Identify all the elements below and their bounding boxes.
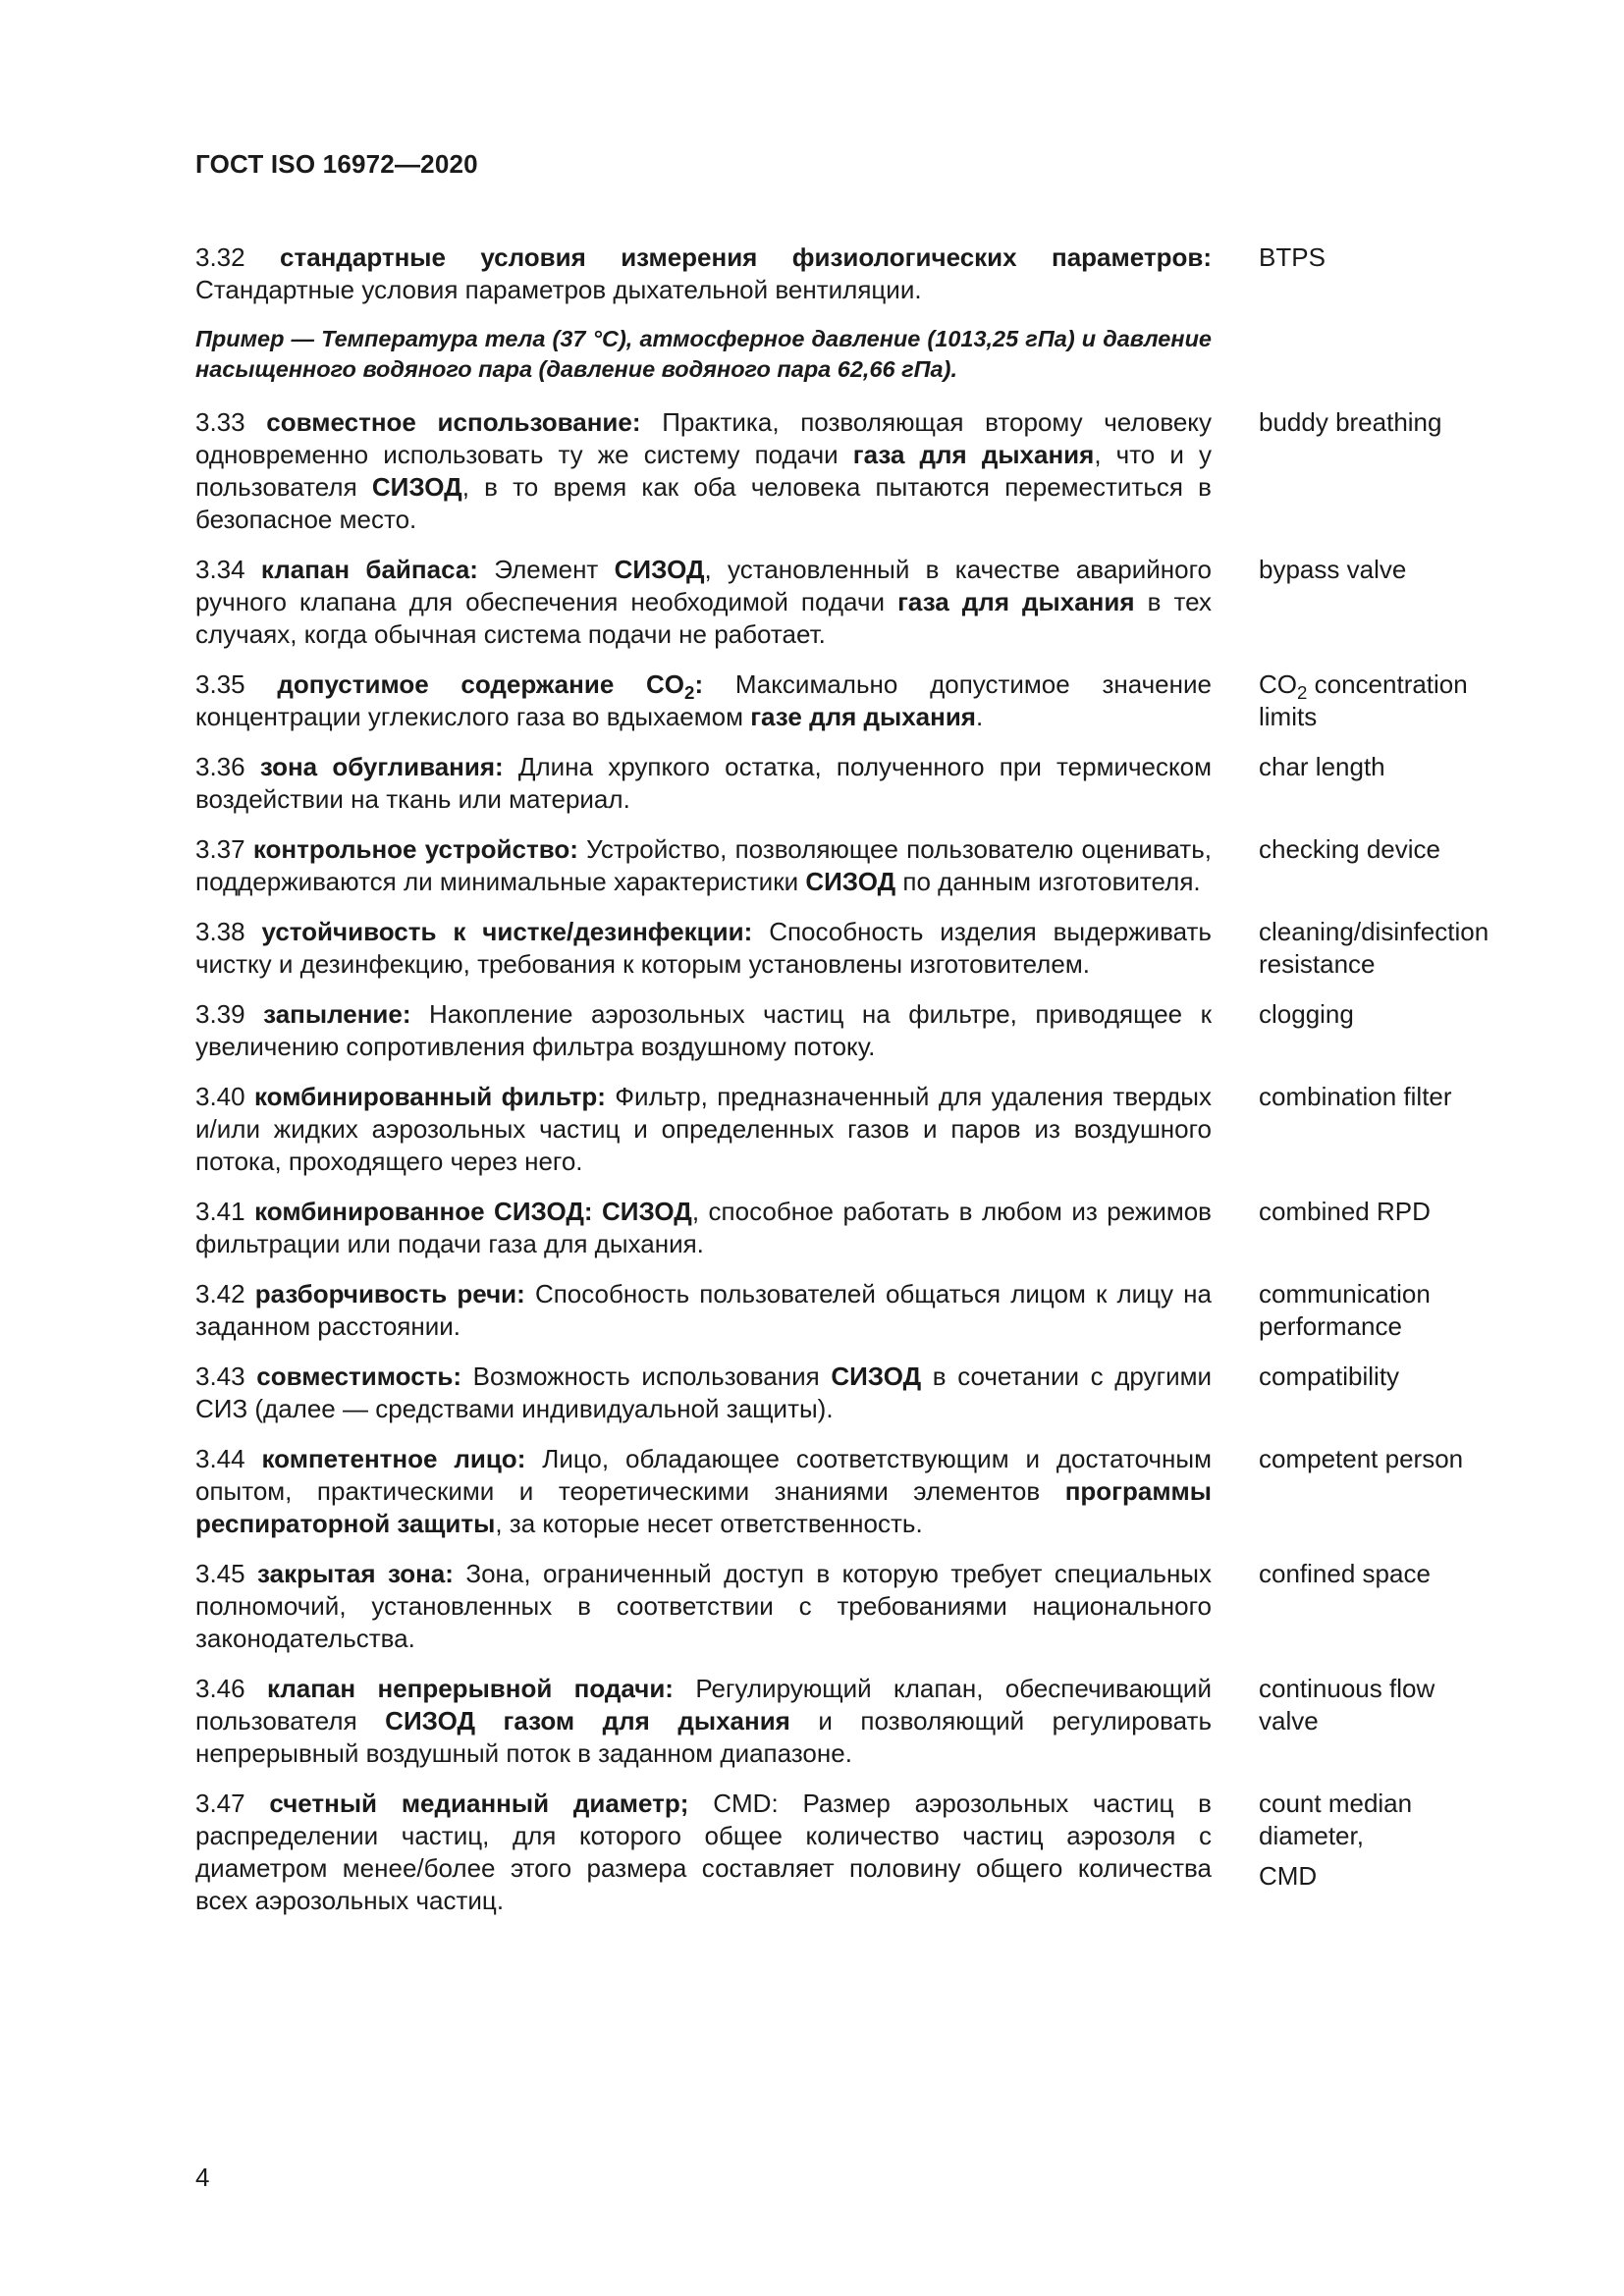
term-definition: 3.34 клапан байпаса: Элемент СИЗОД, установленный в качестве аварийного ручного клапана для обеспечения необходимой подачи газа для дыхания в тех случаях, когда обычная система подачи не работает. (195, 555, 1212, 649)
page-number: 4 (195, 2163, 210, 2192)
term-english: combination filter (1259, 1082, 1452, 1111)
term-definition: 3.44 компетентное лицо: Лицо, обладающее соответствующим и достаточным опытом, практическими и теоретическими знаниями элементов программы респираторной защиты, за которые несет ответственность. (195, 1444, 1212, 1538)
term-english: buddy breathing (1259, 407, 1442, 437)
term-entry (195, 668, 1511, 733)
term-definition: 3.43 совместимость: Возможность использования СИЗОД в сочетании с другими СИЗ (далее — средствами индивидуальной защиты). (195, 1362, 1213, 1423)
term-english: $CO_2$ concentration limits (1259, 669, 1468, 731)
term-entry (195, 1361, 1511, 1425)
term-definition: 3.45 закрытая зона: Зона, ограниченный доступ в которую требует специальных полномочий, установленных в соответствии с требованиями национального законодательства. (195, 1559, 1212, 1653)
term-english: competent person (1259, 1444, 1464, 1473)
document-header: ГОСТ ISO 16972—2020 (195, 149, 478, 179)
term-definition: 3.41 комбинированное СИЗОД: СИЗОД, способное работать в любом из режимов фильтрации или подачи газа для дыхания. (195, 1197, 1212, 1258)
term-definition: 3.38 устойчивость к чистке/дезинфекции: Способность изделия выдерживать чистку и дезинфекцию, требования к которым установлены изготовителем. (195, 917, 1212, 979)
term-entry (195, 1443, 1511, 1540)
term-definition: 3.39 запыление: Накопление аэрозольных частиц на фильтре, приводящее к увеличению сопротивления фильтра воздушному потоку. (195, 999, 1213, 1061)
term-english: communication performance (1259, 1279, 1431, 1341)
term-entry (195, 406, 1511, 536)
term-definition: 3.36 зона обугливания: Длина хрупкого остатка, полученного при термическом воздействии на ткань или материал. (195, 752, 1212, 814)
term-english: count median diameter, CMD (1259, 1789, 1413, 1891)
term-entry (195, 1673, 1511, 1770)
term-english: char length (1259, 752, 1385, 781)
term-english: BTPS (1259, 242, 1326, 272)
term-definition: 3.33 совместное использование: Практика, позволяющая второму человеку одновременно использовать ту же систему подачи газа для дыхания, что и у пользователя СИЗОД, в то время как оба человека пытаются переместиться в безопасное место. (195, 407, 1212, 534)
example-note: Пример — Температура тела (37 °C), атмосферное давление (1013,25 гПа) и давление насыщенного водяного пара (давление водяного пара 62,66 гПа). (195, 326, 1212, 382)
term-definition: 3.32 стандартные условия измерения физиологических параметров: Стандартные условия параметров дыхательной вентиляции. (195, 242, 1212, 304)
term-entry (195, 751, 1511, 816)
term-definition: 3.42 разборчивость речи: Способность пользователей общаться лицом к лицу на заданном расстоянии. (195, 1279, 1212, 1341)
term-english: continuous flow valve (1259, 1674, 1435, 1735)
term-english: confined space (1259, 1559, 1431, 1588)
term-entry (195, 554, 1511, 651)
term-english: checking device (1259, 834, 1440, 864)
term-entry (195, 916, 1511, 981)
term-entry (195, 241, 1511, 306)
term-definition: 3.40 комбинированный фильтр: Фильтр, предназначенный для удаления твердых и/или жидких аэрозольных частиц и определенных газов и паров из воздушного потока, проходящего через него. (195, 1082, 1212, 1176)
term-definition: 3.35 допустимое содержание $CO_2$: Максимально допустимое значение концентрации углекислого газа во вдыхаемом газе для дыхания. (195, 669, 1212, 731)
term-english: cleaning/disinfection resistance (1259, 917, 1489, 979)
term-entry (195, 833, 1511, 898)
term-entry (195, 998, 1511, 1063)
term-english: bypass valve (1259, 555, 1407, 584)
term-english: compatibility (1259, 1362, 1400, 1391)
term-entry (195, 1278, 1511, 1343)
term-definition: 3.46 клапан непрерывной подачи: Регулирующий клапан, обеспечивающий пользователя СИЗОД газом для дыхания и позволяющий регулировать непрерывный воздушный поток в заданном диапазоне. (195, 1674, 1212, 1768)
term-entry (195, 1196, 1511, 1260)
term-entry (195, 1081, 1511, 1178)
terms-list (195, 241, 1511, 1935)
term-definition: 3.37 контрольное устройство: Устройство, позволяющее пользователю оценивать, поддерживаются ли минимальные характеристики СИЗОД по данным изготовителя. (195, 834, 1212, 896)
term-definition: 3.47 счетный медианный диаметр; CMD: Размер аэрозольных частиц в распределении частиц, для которого общее количество частиц аэрозоля с диаметром менее/более этого размера составляет половину общего количества всех аэрозольных частиц. (195, 1789, 1212, 1915)
term-english: combined RPD (1259, 1197, 1431, 1226)
term-entry (195, 1558, 1511, 1655)
term-english: clogging (1259, 999, 1354, 1029)
term-entry (195, 1788, 1511, 1917)
